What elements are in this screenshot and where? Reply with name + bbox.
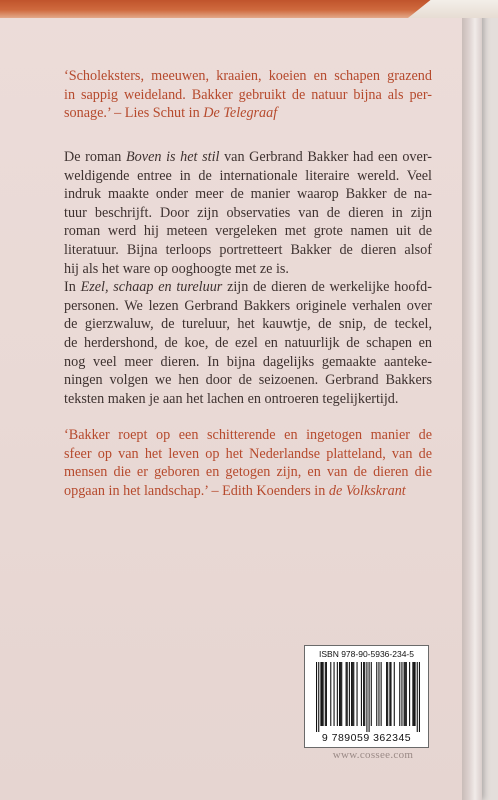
barcode-bar — [320, 662, 321, 726]
barcode-bar — [334, 662, 335, 726]
barcode-bar — [387, 662, 388, 726]
barcode-bar — [371, 662, 372, 726]
quote-source: De Telegraaf — [203, 105, 278, 122]
quote-line: mensen die er geboren en getogen zijn, en van de dieren die — [64, 464, 432, 481]
barcode-bar — [346, 662, 347, 726]
barcode-bar — [340, 662, 341, 726]
publisher-website: www.cossee.com — [332, 749, 414, 761]
body-text: In — [64, 279, 81, 296]
body-line — [64, 371, 432, 390]
page-edge — [408, 0, 498, 18]
body-line — [64, 260, 432, 279]
book-spine — [462, 0, 482, 800]
barcode-bar — [364, 662, 365, 726]
barcode-bar — [316, 662, 317, 732]
barcode-bar — [353, 662, 354, 726]
barcode-bar — [390, 662, 391, 726]
barcode-bar — [337, 662, 338, 726]
barcode-bar — [401, 662, 402, 726]
body-text: personen. We lezen Gerbrand Bakkers originele verhalen over — [64, 297, 432, 314]
body-line — [64, 390, 432, 409]
barcode-bar — [323, 662, 324, 726]
barcode-bar — [413, 662, 414, 726]
barcode-bar — [352, 662, 353, 726]
barcode-bar — [399, 662, 400, 726]
book-title: Boven is het stil — [126, 149, 220, 165]
isbn-label: ISBN 978-90-5936-234-5 — [319, 649, 414, 659]
barcode-bar — [386, 662, 387, 726]
body-line — [64, 204, 432, 223]
quote-source: de Volkskrant — [328, 482, 406, 499]
barcode-bar — [357, 662, 358, 726]
body-text: teksten maken je aan het lachen en ontroeren tegelijkertijd. — [64, 390, 399, 407]
body-line — [64, 185, 432, 204]
barcode-bar — [389, 662, 390, 726]
body-text: nog veel meer dieren. In bijna dagelijks gemaakte aanteke- — [64, 353, 432, 370]
quote-telegraaf — [64, 67, 432, 123]
body-text: ningen volgen we hen door de seizoenen. Gerbrand Bakkers — [64, 372, 432, 389]
barcode-bar — [412, 662, 413, 726]
body-text: de gierzwaluw, de tureluur, het kauwtje, de snip, de teckel, — [64, 316, 432, 333]
barcode-bar — [318, 662, 319, 732]
body-line — [64, 241, 432, 260]
barcode-bar — [376, 662, 377, 726]
book-title: Ezel, schaap en tureluur — [80, 279, 223, 296]
quote-line: in sappig weideland. Bakker gebruikt de natuur bijna als per- — [64, 86, 432, 103]
body-line — [64, 167, 432, 186]
barcode-bar — [347, 662, 348, 726]
quote-line — [64, 104, 432, 123]
body-text: de herdershond, de koe, de ezel en natuurlijk de schapen en — [64, 334, 432, 351]
barcode-bar — [369, 662, 370, 732]
body-text: van Gerbrand Bakker had een over- — [219, 149, 432, 165]
cover-top-band — [0, 0, 498, 18]
body-text: indruk maakte onder meer de manier waarop Bakker de na- — [64, 186, 432, 203]
barcode-bar — [405, 662, 406, 726]
barcode-bar — [349, 662, 350, 726]
body-line — [64, 148, 432, 167]
body-text: hij als het ware op ooghoogte met ze is. — [64, 260, 289, 277]
barcode-bar — [381, 662, 382, 726]
barcode-bar — [404, 662, 405, 726]
barcode-bar — [378, 662, 379, 726]
body-line — [64, 297, 432, 316]
barcode-bar — [330, 662, 331, 726]
barcode-bar — [341, 662, 342, 726]
body-line — [64, 334, 432, 353]
quote-line: ‘Bakker roept op een schitterende en ingetogen manier de — [64, 427, 432, 443]
blurb-body — [64, 148, 432, 408]
body-text: literatuur. Bijna terloops portretteert Bakker de dieren alsof — [64, 241, 432, 258]
body-text: zijn de dieren de werkelijke hoofd- — [222, 279, 432, 296]
barcode-bar — [366, 662, 367, 732]
barcode-bar — [415, 662, 416, 726]
body-text: De roman — [64, 149, 127, 165]
barcode-bar — [325, 662, 326, 726]
body-text: weldigende entree in de internationale literaire wereld. Veel — [64, 167, 432, 184]
barcode-bar — [339, 662, 340, 726]
barcode-digits: 9 789059 362345 — [321, 732, 412, 744]
quote-line: sfeer op van het leven op het Nederlandse platteland, van de — [64, 445, 432, 462]
body-line — [64, 222, 432, 241]
barcode-box — [304, 645, 429, 748]
body-text: tuur beschrijft. Door zijn observaties van de dieren in zijn — [64, 204, 432, 221]
body-text: roman werd hij meteen vergeleken met grote namen uit de — [64, 223, 432, 240]
barcode-bar — [351, 662, 352, 726]
barcode-bar — [361, 662, 362, 726]
quote-text: sonage.’ – Lies Schut in — [64, 105, 204, 122]
ean-barcode — [316, 662, 420, 732]
barcode-bar — [419, 662, 420, 732]
barcode-bar — [394, 662, 395, 726]
quote-volkskrant — [64, 426, 432, 500]
barcode-bar — [417, 662, 418, 732]
barcode-bar — [409, 662, 410, 726]
barcode-bar — [406, 662, 407, 726]
barcode-bar — [321, 662, 322, 726]
quote-line — [64, 482, 432, 501]
quote-line: ‘Scholeksters, meeuwen, kraaien, koeien en schapen grazend — [64, 68, 432, 84]
barcode-bar — [363, 662, 364, 726]
body-line — [64, 278, 432, 297]
body-line — [64, 315, 432, 334]
barcode-bar — [326, 662, 327, 726]
quote-text: opgaan in het landschap.’ – Edith Koenders in — [64, 482, 329, 499]
body-line — [64, 353, 432, 372]
